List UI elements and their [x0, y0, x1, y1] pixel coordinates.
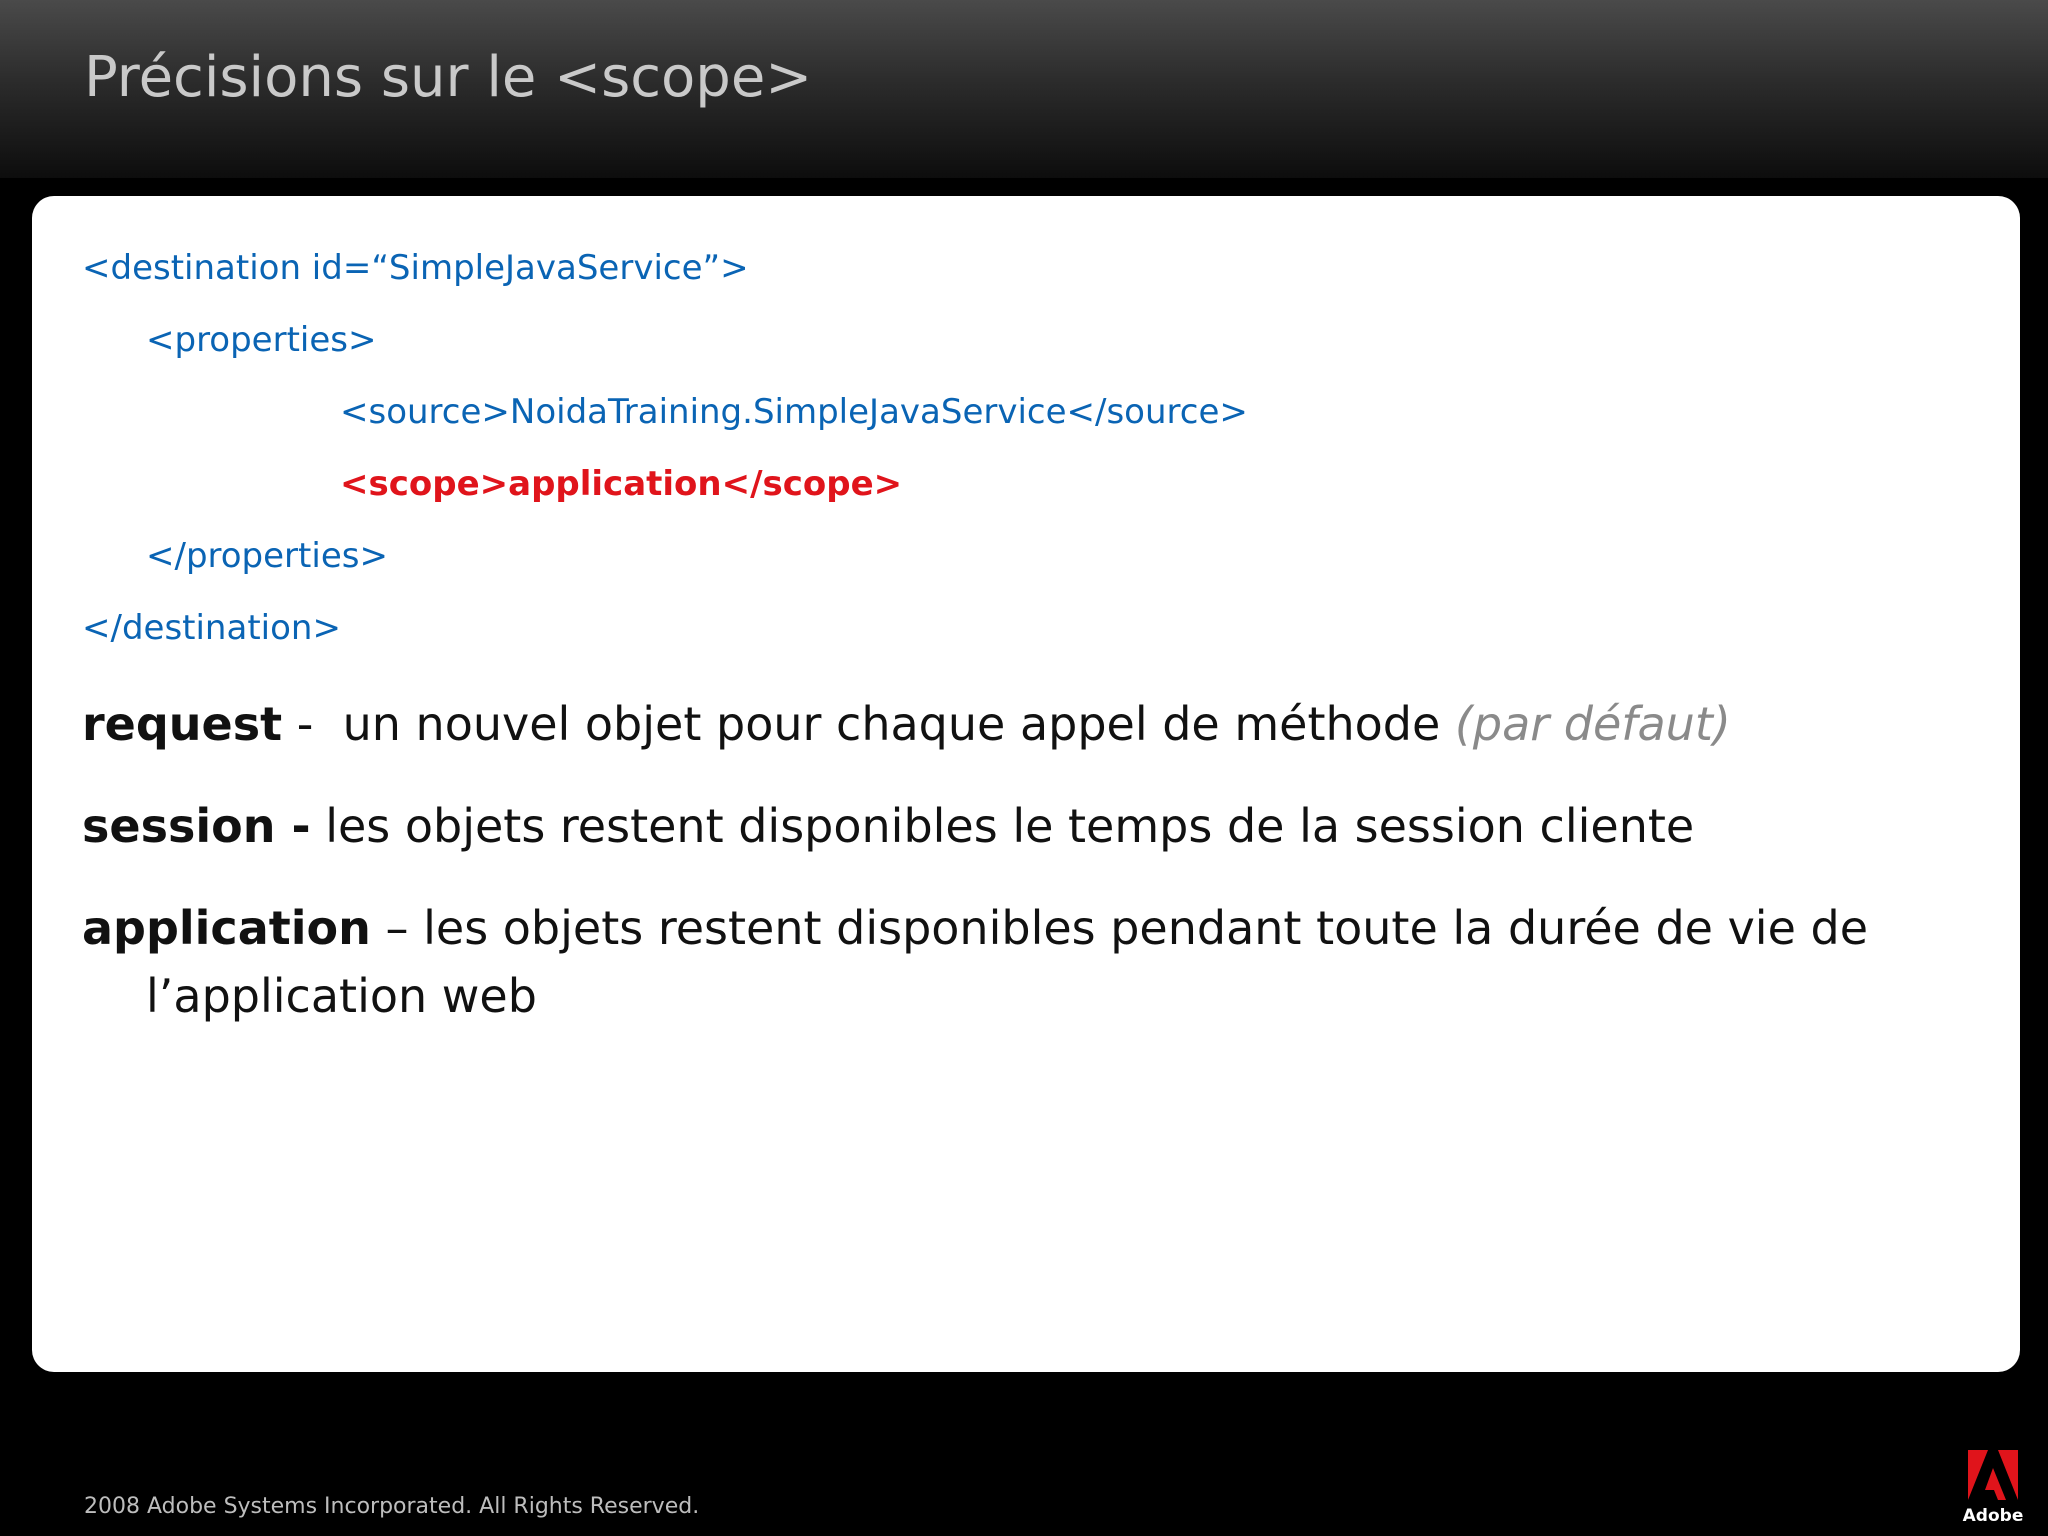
separator-request: -: [282, 697, 343, 751]
separator-session: [311, 799, 326, 853]
code-line-source: <source>NoidaTraining.SimpleJavaService</source>: [340, 392, 1248, 432]
code-line-properties-open: <properties>: [146, 320, 377, 360]
term-session: session -: [82, 799, 311, 853]
adobe-logo: [1958, 1446, 2028, 1530]
separator-application: –: [370, 901, 424, 955]
term-application: application: [82, 901, 371, 955]
adobe-logo-text: Adobe: [1962, 1506, 2024, 1526]
code-line-destination-open: <destination id=“SimpleJavaService”>: [82, 248, 749, 288]
definition-session: [82, 792, 2026, 860]
code-line-properties-close: </properties>: [146, 536, 388, 576]
definition-application: [82, 894, 2026, 1030]
description-application: les objets restent disponibles pendant toute la durée de vie de l’application web: [146, 901, 1868, 1023]
code-line-destination-close: </destination>: [82, 608, 341, 648]
slide-title: Précisions sur le <scope>: [84, 45, 813, 110]
description-request: un nouvel objet pour chaque appel de méthode: [342, 697, 1455, 751]
term-request: request: [82, 697, 283, 751]
slide-header: [0, 0, 2048, 178]
definition-request: [82, 690, 2026, 758]
description-session: les objets restent disponibles le temps de la session cliente: [325, 799, 1695, 853]
adobe-logo-icon: [1958, 1446, 2028, 1504]
note-default: (par défaut): [1454, 697, 1731, 751]
copyright-notice: 2008 Adobe Systems Incorporated. All Rights Reserved.: [84, 1494, 700, 1519]
content-panel: [32, 196, 2020, 1372]
code-line-scope: <scope>application</scope>: [340, 464, 903, 504]
